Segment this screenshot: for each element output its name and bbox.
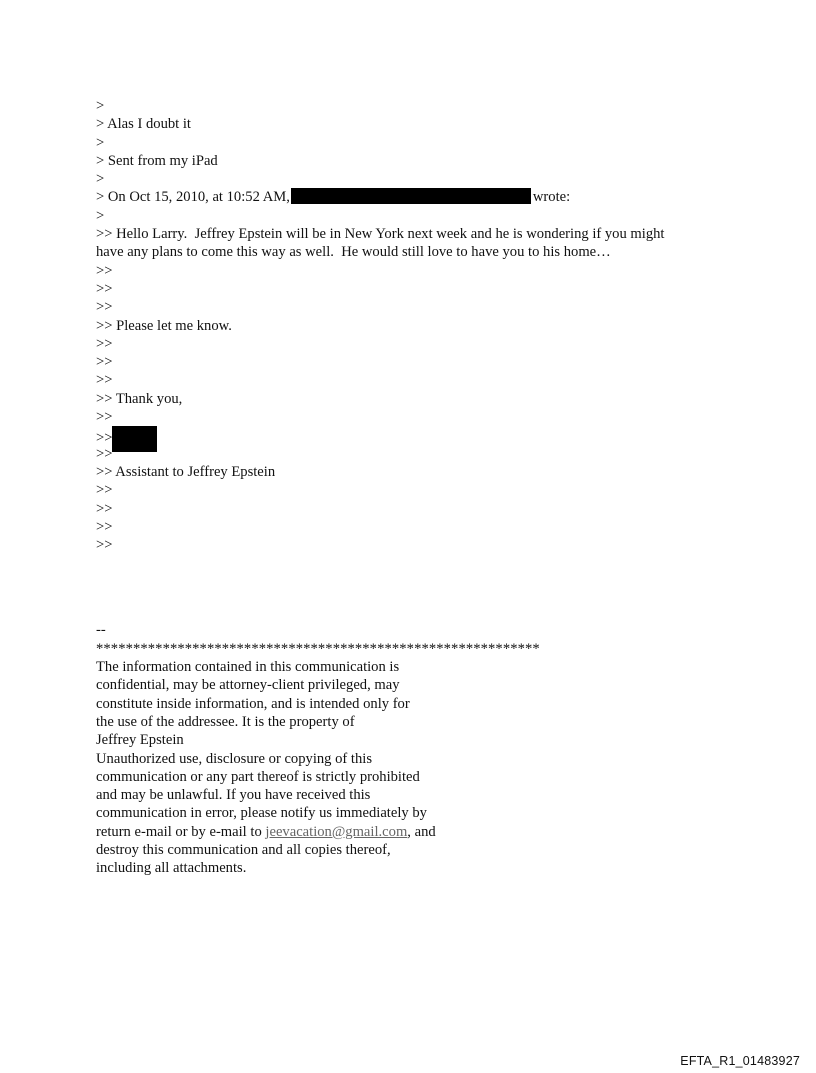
quote-line: >> Hello Larry. Jeffrey Epstein will be in New York next week and he is wondering if you might xyxy=(96,226,665,243)
disclaimer-line: Unauthorized use, disclosure or copying of this xyxy=(96,750,373,767)
quote-line: >> xyxy=(96,445,113,462)
quote-line: >> xyxy=(96,354,113,371)
quote-line: >> xyxy=(96,335,113,352)
disclaimer-line: communication or any part thereof is strictly prohibited xyxy=(96,768,420,785)
disclaimer-line: including all attachments. xyxy=(96,860,247,877)
quote-line: > Alas I doubt it xyxy=(96,116,191,133)
email-body xyxy=(96,97,736,878)
disclaimer-text: return e-mail or by e-mail to xyxy=(96,823,262,840)
quote-line: >> xyxy=(96,500,113,517)
disclaimer-line: communication in error, please notify us immediately by xyxy=(96,805,427,822)
quote-line: >> xyxy=(96,409,113,426)
quote-line: >> xyxy=(96,280,113,297)
quote-line: >> xyxy=(96,372,113,389)
disclaimer-line: destroy this communication and all copies thereof, xyxy=(96,841,391,858)
quote-line: >> xyxy=(96,262,113,279)
disclaimer-line: confidential, may be attorney-client privileged, may xyxy=(96,677,400,694)
confidentiality-disclaimer xyxy=(96,658,476,878)
quote-line: >> xyxy=(96,518,113,535)
disclaimer-line: The information contained in this communication is xyxy=(96,659,400,676)
quote-header-line xyxy=(96,188,736,206)
quote-line: >> Please let me know. xyxy=(96,317,232,334)
quote-line: have any plans to come this way as well. He would still love to have you to his home… xyxy=(96,244,611,261)
quote-line: > Sent from my iPad xyxy=(96,152,218,169)
quote-line: >> xyxy=(96,537,113,554)
disclaimer-line: constitute inside information, and is intended only for xyxy=(96,695,410,712)
signature-separator: -- xyxy=(96,622,106,639)
disclaimer-line: Jeffrey Epstein xyxy=(96,732,184,749)
quote-line: > xyxy=(96,134,105,151)
redaction-box xyxy=(291,188,531,204)
signature-block xyxy=(96,621,736,877)
disclaimer-line: the use of the addressee. It is the property of xyxy=(96,713,355,730)
quote-header-suffix: wrote: xyxy=(532,189,571,206)
disclaimer-text: , and xyxy=(407,823,436,840)
bates-number: EFTA_R1_01483927 xyxy=(680,1054,800,1068)
quote-prefix: >> xyxy=(96,430,113,447)
quote-line: >> Thank you, xyxy=(96,390,183,407)
redaction-box xyxy=(112,426,157,452)
disclaimer-line: and may be unlawful. If you have received this xyxy=(96,787,371,804)
quote-line: > xyxy=(96,207,105,224)
quote-line: > xyxy=(96,171,105,188)
quote-line: >> xyxy=(96,299,113,316)
quote-header-prefix: > On Oct 15, 2010, at 10:52 AM, xyxy=(96,189,290,206)
quote-line: >> xyxy=(96,482,113,499)
email-link[interactable]: jeevacation@gmail.com xyxy=(265,823,408,840)
quote-line xyxy=(96,426,736,447)
asterisk-divider: ************************************************************ xyxy=(96,640,540,657)
disclaimer-line xyxy=(96,823,476,841)
quote-line: > xyxy=(96,98,105,114)
quote-line: >> Assistant to Jeffrey Epstein xyxy=(96,463,276,480)
